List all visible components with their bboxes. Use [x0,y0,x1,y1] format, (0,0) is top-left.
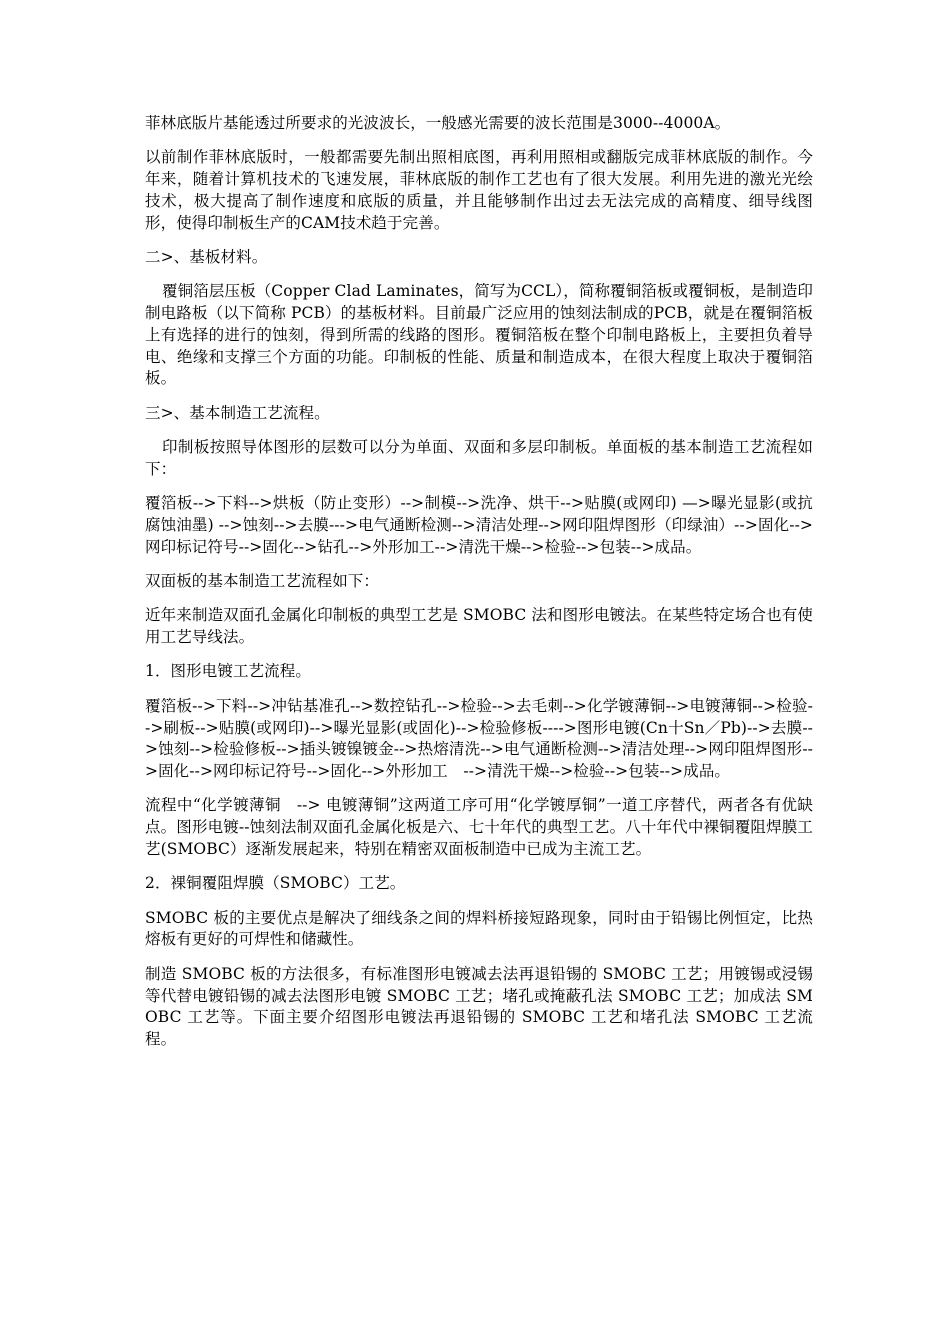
subheading-pattern-plating: 1．图形电镀工艺流程。 [145,662,311,681]
paragraph-film-wavelength: 菲林底版片基能透过所要求的光波波长，一般感光需要的波长范围是3000--4000A。 [145,114,731,132]
paragraph-pattern-plating-flow: 覆箔板-->下料-->冲钻基准孔-->数控钻孔-->检验-->去毛刺-->化学镀薄铜-->电镀薄铜-->检验-->刷板-->贴膜(或网印)-->曝光显影(或固化)-->检验修板---->图形电镀(Cn十Sn／Pb)-->去膜-->蚀刻-->检验修板-->插头镀镍镀金-->热熔清洗-->电气通断检测-->清洁处理-->网印阻焊图形-->固化-->网印标记符号-->固化-->外形加工 -->清洗干燥-->检验-->包装-->成品。 [145,696,813,781]
paragraph-double-sided-intro: 双面板的基本制造工艺流程如下： [145,572,380,591]
section-heading-process: 三>、基本制造工艺流程。 [145,403,330,422]
paragraph-smobc-methods: 制造 SMOBC 板的方法很多，有标准图形电镀减去法再退铅锡的 SMOBC 工艺；用镀锡或浸锡等代替电镀铅锡的减去法图形电镀 SMOBC 工艺；堵孔或掩蔽孔法 SMOBC 工艺；加成法 SMOBC 工艺等。下面主要介绍图形电镀法再退铅锡的 SMOBC 工艺和堵孔法 SMOBC 工艺流程。 [145,964,813,1049]
paragraph-flow-notes: 流程中“化学镀薄铜 --> 电镀薄铜”这两道工序可用“化学镀厚铜”一道工序替代，两者各有优缺点。图形电镀--蚀刻法制双面孔金属化板是六、七十年代的典型工艺。八十年代中裸铜覆阻焊膜工艺(SMOBC）逐渐发展起来，特别在精密双面板制造中已成为主流工艺。 [145,796,813,859]
paragraph-smobc-advantages: SMOBC 板的主要优点是解决了细线条之间的焊料桥接短路现象，同时由于铅锡比例恒定，比热熔板有更好的可焊性和储藏性。 [145,908,813,949]
paragraph-single-sided-flow: 覆箔板-->下料-->烘板（防止变形）-->制模-->洗净、烘干-->贴膜(或网印) —>曝光显影(或抗腐蚀油墨) -->蚀刻-->去膜--->电气通断检测-->清洁处理-->网印阻焊图形（印绿油）-->固化-->网印标记符号-->固化-->钻孔-->外形加工-->清洗干燥-->检验-->包装-->成品。 [145,494,813,556]
paragraph-film-production: 以前制作菲林底版时，一般都需要先制出照相底图，再利用照相或翻版完成菲林底版的制作。今年来，随着计算机技术的飞速发展，菲林底版的制作工艺也有了很大发展。利用先进的激光光绘技术，极大提高了制作速度和底版的质量，并且能够制作出过去无法完成的高精度、细导线图形，使得印制板生产的CAM技术趋于完善。 [145,148,813,232]
document-page [145,113,813,1063]
section-heading-substrate: 二>、基板材料。 [145,247,268,266]
subheading-smobc: 2．裸铜覆阻焊膜（SMOBC）工艺。 [145,874,406,893]
paragraph-smobc-intro: 近年来制造双面孔金属化印制板的典型工艺是 SMOBC 法和图形电镀法。在某些特定场合也有使用工艺导线法。 [145,606,813,647]
paragraph-ccl: 覆铜箔层压板（Copper Clad Laminates，简写为CCL），简称覆铜箔板或覆铜板，是制造印制电路板（以下简称 PCB）的基板材料。目前最广泛应用的蚀刻法制成的PCB，就是在覆铜箔板上有选择的进行的蚀刻，得到所需的线路的图形。覆铜箔板在整个印制电路板上，主要担负着导电、绝缘和支撑三个方面的功能。印制板的性能、质量和制造成本，在很大程度上取决于覆铜箔板。 [145,282,813,388]
paragraph-board-types: 印制板按照导体图形的层数可以分为单面、双面和多层印制板。单面板的基本制造工艺流程如下： [145,438,813,478]
